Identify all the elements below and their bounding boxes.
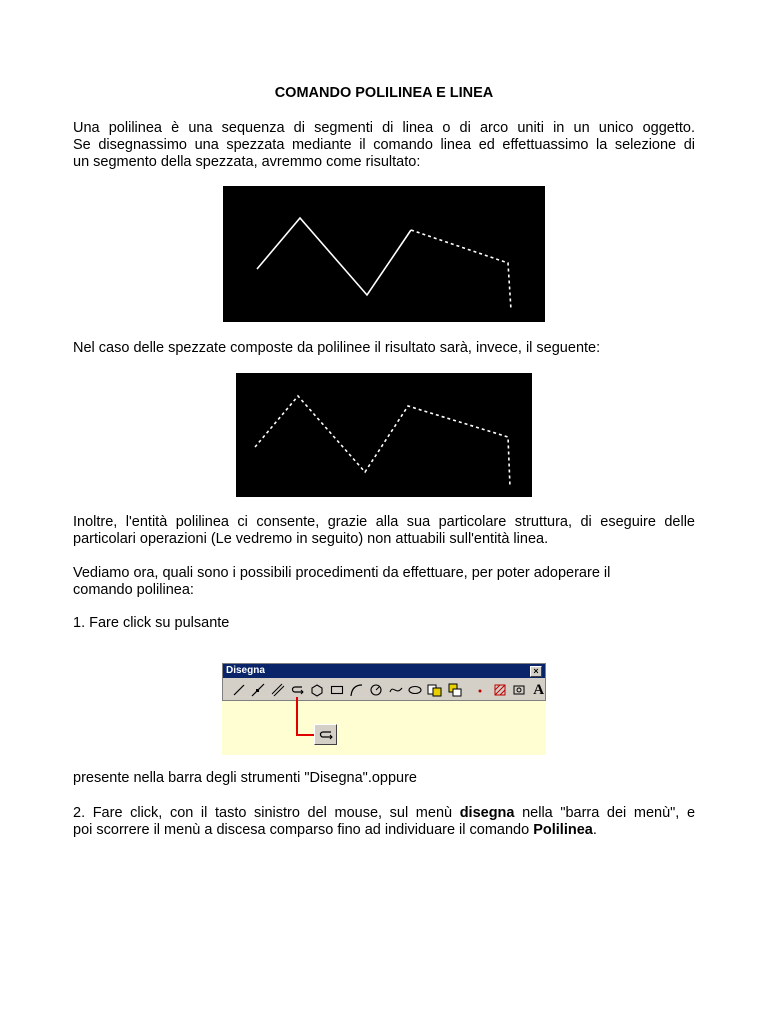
intro-paragraph [73,120,695,171]
step-1: 1. Fare click su pulsante [73,615,230,631]
toolbar-title: Disegna [226,665,265,676]
features-line-2: particolari operazioni (Le vedremo in seguito) non attuabili sull'entità linea. [73,531,549,547]
step-2-text-d: . [592,822,597,838]
features-line-1: Inoltre, l'entità polilinea ci consente, grazie alla sua particolare struttura, di eseguire delle [73,514,695,530]
command-polilinea-label: Polilinea [533,822,593,838]
toolbar-illustration [222,663,546,755]
intro-line-1: Una polilinea è una sequenza di segmenti di linea o di arco uniti in un unico oggetto. [73,120,695,136]
step-2-line-2 [73,822,695,839]
procedure-paragraph [73,565,695,599]
step-2-text-a: 2. Fare click, con il tasto sinistro del mouse, sul menù [73,805,460,821]
polyline-icon [318,728,334,742]
step-2-text-b: nella "barra dei menù", e [514,805,696,821]
step-2-text-c: poi scorrere il menù a discesa comparso fino ad individuare il comando [73,822,534,838]
procedure-line-1: Vediamo ora, quali sono i possibili procedimenti da effettuare, per poter adoperare il [73,565,611,581]
step-2-line-1 [73,805,695,822]
line-selection-figure [223,186,545,322]
intro-line-3: un segmento della spezzata, avremmo come risultato: [73,154,421,170]
step-2 [73,805,695,839]
multiline-text-glyph: A [533,681,545,698]
polyline-selection-figure [236,373,532,497]
close-icon[interactable]: × [530,666,542,677]
procedure-line-2: comando polilinea: [73,582,194,598]
page-title: COMANDO POLILINEA E LINEA [274,85,494,101]
polyline-features-paragraph [73,514,695,548]
polyline-paragraph: Nel caso delle spezzate composte da polilinee il risultato sarà, invece, il seguente: [73,340,601,356]
intro-line-2: Se disegnassimo una spezzata mediante il comando linea ed effettuassimo la selezione di [73,137,695,153]
menu-disegna-label: disegna [459,805,515,821]
toolbar-note: presente nella barra degli strumenti "Disegna".oppure [73,770,417,786]
callout-connector [222,663,546,755]
polyline-button-zoom[interactable] [314,724,337,745]
